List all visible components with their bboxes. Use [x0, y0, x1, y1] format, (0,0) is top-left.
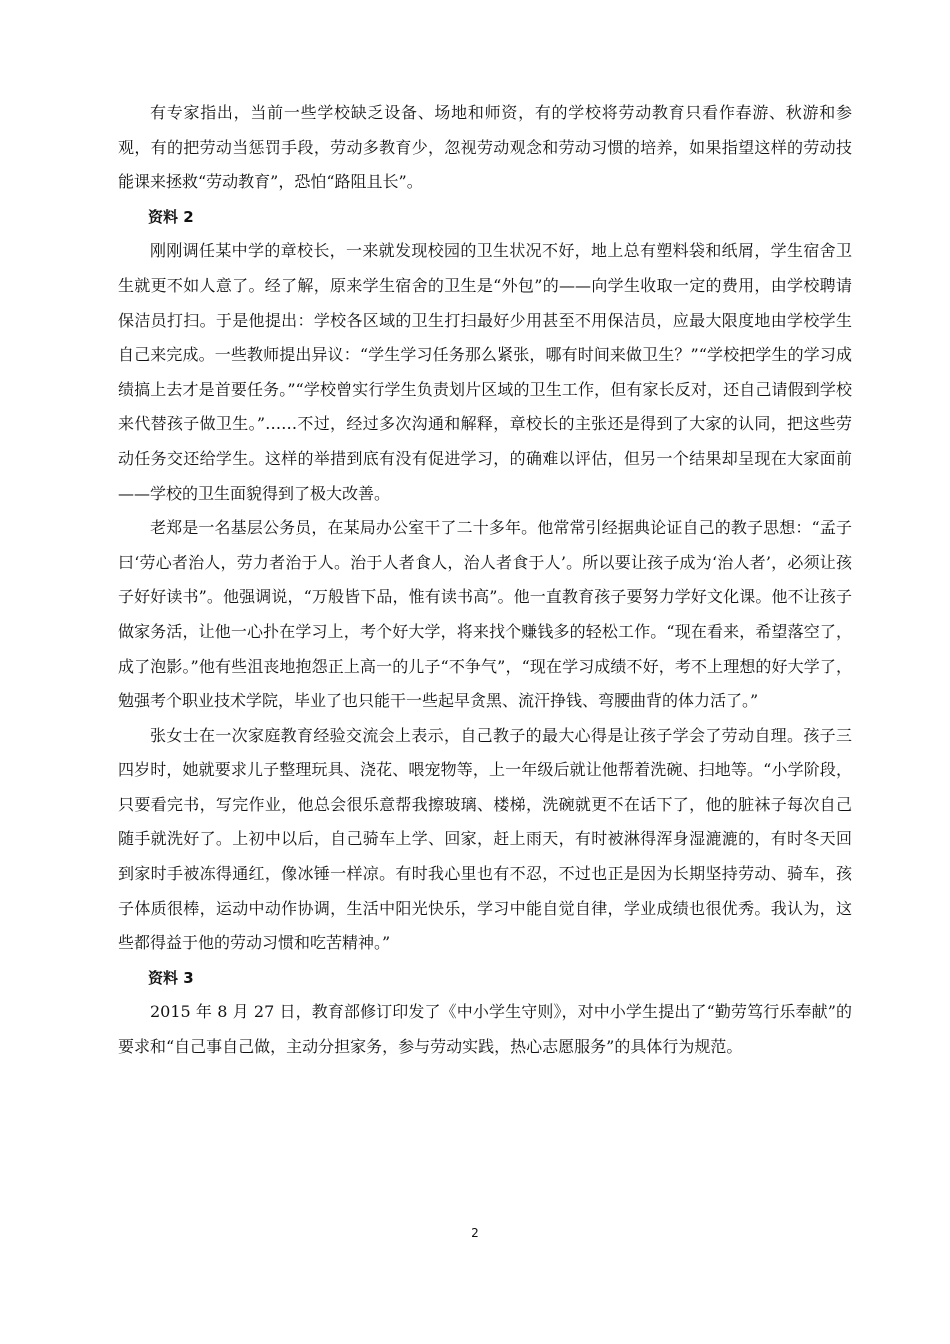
paragraph-student-code: 2015 年 8 月 27 日，教育部修订印发了《中小学生守则》，对中小学生提出了“勤劳笃行乐奉献”的要求和“自己事自己做，主动分担家务，参与劳动实践，热心志愿服务”的具体行为规范。	[118, 1002, 852, 1057]
page-number: 2	[471, 1226, 479, 1240]
section-heading-material-3: 资料 3	[148, 968, 194, 987]
paragraph-expert-opinion: 有专家指出，当前一些学校缺乏设备、场地和师资，有的学校将劳动教育只看作春游、秋游和参观，有的把劳动当惩罚手段，劳动多教育少，忽视劳动观念和劳动习惯的培养，如果指望这样的劳动技能课来拯救“劳动教育”，恐怕“路阻且长”。	[118, 103, 852, 192]
paragraph-ms-zhang: 张女士在一次家庭教育经验交流会上表示，自己教子的最大心得是让孩子学会了劳动自理。孩子三四岁时，她就要求儿子整理玩具、浇花、喂宠物等，上一年级后就让他帮着洗碗、扫地等。“小学阶段，只要看完书，写完作业，他总会很乐意帮我擦玻璃、楼梯，洗碗就更不在话下了，他的脏袜子每次自己随手就洗好了。上初中以后，自己骑车上学、回家，赶上雨天，有时被淋得浑身湿漉漉的，有时冬天回到家时手被冻得通红，像冰锤一样凉。有时我心里也有不忍，不过也正是因为长期坚持劳动、骑车，孩子体质很棒，运动中动作协调，生活中阳光快乐，学习中能自觉自律，学业成绩也很优秀。我认为，这些都得益于他的劳动习惯和吃苦精神。”	[118, 725, 852, 953]
document-body	[118, 96, 852, 1065]
paragraph-old-zheng: 老郑是一名基层公务员，在某局办公室干了二十多年。他常常引经据典论证自己的教子思想：“孟子曰‘劳心者治人，劳力者治于人。治于人者食人，治人者食于人’。所以要让孩子成为‘治人者’，必须让孩子好好读书”。他强调说，“万般皆下品，惟有读书高”。他一直教育孩子要努力学好文化课。他不让孩子做家务活，让他一心扑在学习上，考个好大学，将来找个赚钱多的轻松工作。“现在看来，希望落空了，成了泡影。”他有些沮丧地抱怨正上高一的儿子“不争气”，“现在学习成绩不好，考不上理想的好大学了，勉强考个职业技术学院，毕业了也只能干一些起早贪黑、流汗挣钱、弯腰曲背的体力活了。”	[118, 518, 852, 711]
section-heading-material-2: 资料 2	[148, 207, 194, 226]
paragraph-principal-zhang: 刚刚调任某中学的章校长，一来就发现校园的卫生状况不好，地上总有塑料袋和纸屑，学生宿舍卫生就更不如人意了。经了解，原来学生宿舍的卫生是“外包”的——向学生收取一定的费用，由学校聘请保洁员打扫。于是他提出：学校各区域的卫生打扫最好少用甚至不用保洁员，应最大限度地由学校学生自己来完成。一些教师提出异议：“学生学习任务那么紧张，哪有时间来做卫生？”“学校把学生的学习成绩搞上去才是首要任务。”“学校曾实行学生负责划片区域的卫生工作，但有家长反对，还自己请假到学校来代替孩子做卫生。”……不过，经过多次沟通和解释，章校长的主张还是得到了大家的认同，把这些劳动任务交还给学生。这样的举措到底有没有促进学习，的确难以评估，但另一个结果却呈现在大家面前——学校的卫生面貌得到了极大改善。	[118, 241, 852, 503]
